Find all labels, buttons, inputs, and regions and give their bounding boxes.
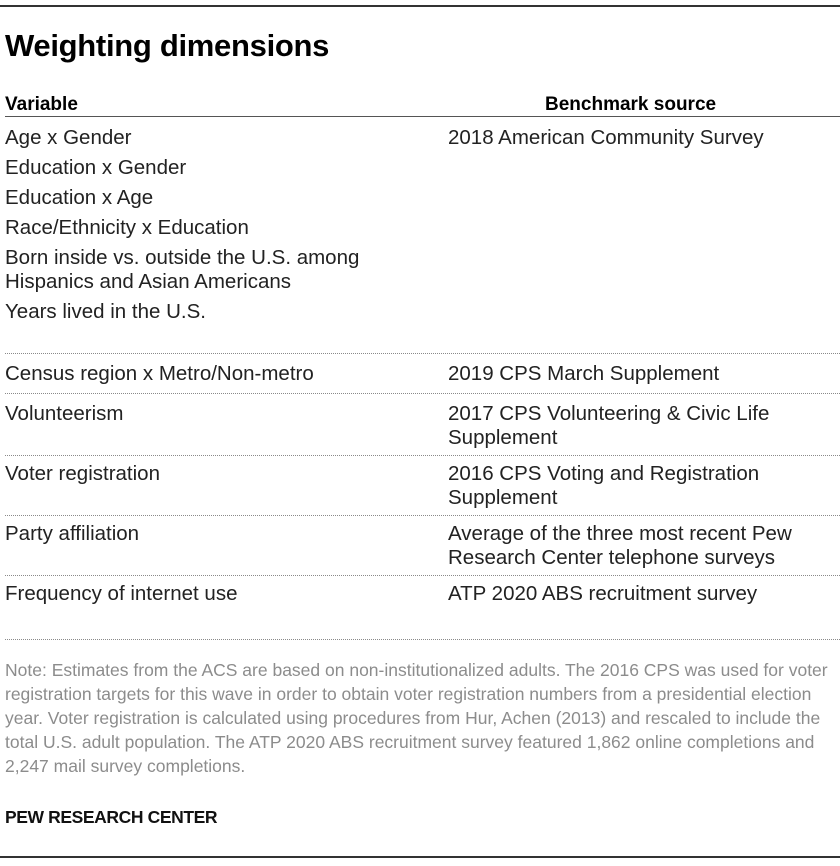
page-title: Weighting dimensions bbox=[5, 28, 330, 63]
variable-cell bbox=[5, 582, 425, 606]
variable-label: Race/Ethnicity x Education bbox=[5, 216, 249, 239]
column-header-variable: Variable bbox=[5, 94, 78, 115]
variable-label: Voter registration bbox=[5, 462, 160, 485]
variable-label: Volunteerism bbox=[5, 402, 124, 425]
row-divider bbox=[5, 353, 840, 354]
row-divider bbox=[5, 515, 840, 516]
variable-label: Education x Age bbox=[5, 186, 154, 209]
source-credit: PEW RESEARCH CENTER bbox=[5, 807, 218, 827]
footnote: Note: Estimates from the ACS are based on non-institutionalized adults. The 2016 CPS was used for voter registration targets for this wave in order to obtain voter registration numbers from a presidential election year. Voter registration is calculated using procedures from Hur, Achen (2013) and rescaled to include the total U.S. adult population. The ATP 2020 ABS recruitment survey featured 1,862 online completions and 2,247 mail survey completions. bbox=[5, 660, 828, 776]
benchmark-source-cell: 2019 CPS March Supplement bbox=[448, 362, 720, 385]
variable-label: Frequency of internet use bbox=[5, 582, 238, 605]
variable-label: Census region x Metro/Non-metro bbox=[5, 362, 314, 385]
row-divider bbox=[5, 575, 840, 576]
column-header-benchmark-source: Benchmark source bbox=[545, 94, 717, 115]
benchmark-source-cell: Average of the three most recent Pew Research Center telephone surveys bbox=[448, 522, 792, 569]
benchmark-source-cell: 2018 American Community Survey bbox=[448, 126, 764, 149]
bottom-rule bbox=[0, 856, 840, 858]
row-divider bbox=[5, 393, 840, 394]
variable-label: Education x Gender bbox=[5, 156, 187, 179]
row-divider bbox=[5, 455, 840, 456]
top-rule bbox=[0, 5, 840, 7]
variable-cell bbox=[5, 126, 425, 324]
variable-label: Age x Gender bbox=[5, 126, 132, 149]
variable-label: Party affiliation bbox=[5, 522, 140, 545]
benchmark-source-cell: 2017 CPS Volunteering & Civic Life Supplement bbox=[448, 402, 770, 449]
table-end-divider bbox=[5, 639, 840, 640]
variable-cell bbox=[5, 362, 425, 386]
benchmark-source-cell: ATP 2020 ABS recruitment survey bbox=[448, 582, 758, 605]
benchmark-source-cell: 2016 CPS Voting and Registration Supplement bbox=[448, 462, 760, 509]
variable-label: Born inside vs. outside the U.S. among Hispanics and Asian Americans bbox=[5, 246, 360, 293]
header-rule bbox=[5, 116, 840, 117]
variable-cell bbox=[5, 402, 425, 426]
variable-cell bbox=[5, 522, 425, 546]
variable-cell bbox=[5, 462, 425, 486]
variable-label: Years lived in the U.S. bbox=[5, 300, 206, 323]
